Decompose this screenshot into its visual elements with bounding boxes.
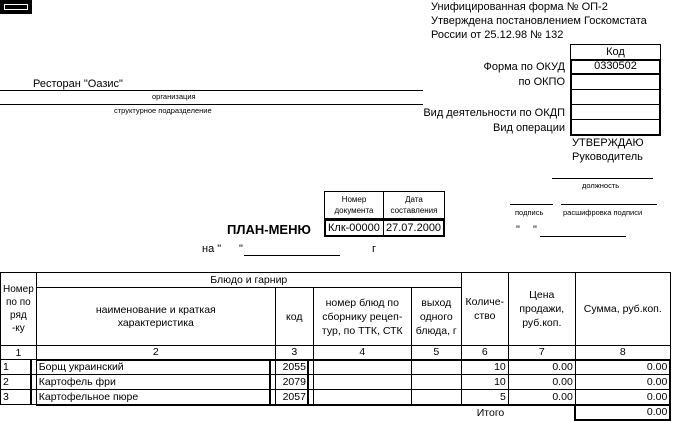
corner-marker-inner bbox=[4, 4, 28, 10]
col-index: 3 bbox=[275, 346, 313, 360]
row-sum: 0.00 bbox=[575, 360, 670, 375]
col-name-header: наименование и краткая характеристика bbox=[36, 288, 275, 346]
okdp-label: Вид деятельности по ОКДП bbox=[423, 107, 565, 119]
signature-line bbox=[510, 204, 553, 205]
doc-title: ПЛАН-МЕНЮ bbox=[227, 222, 311, 237]
col-index: 6 bbox=[461, 346, 508, 360]
table-row bbox=[1, 375, 671, 390]
total-sum: 0.00 bbox=[575, 405, 670, 420]
code-right-thick bbox=[307, 359, 309, 405]
doc-year-suffix: г bbox=[372, 243, 377, 255]
row-sum: 0.00 bbox=[575, 375, 670, 390]
col-index: 7 bbox=[508, 346, 575, 360]
col-index: 8 bbox=[575, 346, 670, 360]
row-code: 2055 bbox=[275, 360, 313, 375]
position-line bbox=[552, 178, 653, 179]
row-recipe bbox=[313, 375, 411, 390]
col-yield-header: выход одного блюда, г bbox=[411, 288, 461, 346]
approve-date-close: " bbox=[533, 224, 537, 236]
row-name: Борщ украинский bbox=[36, 360, 275, 375]
row-yield bbox=[411, 360, 461, 375]
col-num-header: Номер по по ряд -ку bbox=[1, 273, 37, 346]
row-num: 2 bbox=[1, 375, 37, 390]
rows-left-thick bbox=[30, 359, 32, 405]
row-num: 1 bbox=[1, 360, 37, 375]
row-yield bbox=[411, 390, 461, 405]
codes-title: Код bbox=[606, 46, 625, 58]
menu-table bbox=[0, 272, 671, 421]
approve-date-line bbox=[540, 236, 626, 237]
approve-title: УТВЕРЖДАЮ bbox=[572, 137, 644, 149]
col-sum-header: Сумма, руб.коп. bbox=[575, 273, 670, 346]
operation-label: Вид операции bbox=[493, 122, 565, 134]
row-code: 2079 bbox=[275, 375, 313, 390]
row-yield bbox=[411, 375, 461, 390]
approve-position: Руководитель bbox=[572, 151, 643, 163]
code-left-thick bbox=[269, 359, 271, 405]
col-index: 5 bbox=[411, 346, 461, 360]
doc-on-label: на " bbox=[202, 243, 222, 255]
row-recipe bbox=[313, 390, 411, 405]
doc-number: Клк-00000 bbox=[328, 222, 380, 234]
row-qty: 10 bbox=[461, 360, 508, 375]
codes-outer-thick bbox=[570, 59, 661, 136]
doc-value-divider bbox=[383, 219, 384, 237]
okud-label: Форма по ОКУД bbox=[483, 61, 565, 73]
doc-number-header: Номер документа bbox=[334, 195, 374, 215]
table-row bbox=[1, 390, 671, 405]
organization-line bbox=[0, 90, 423, 91]
row-price: 0.00 bbox=[508, 390, 575, 405]
col-code-header: код bbox=[275, 288, 313, 346]
form-line-1: Унифицированная форма № ОП-2 bbox=[431, 1, 608, 13]
decode-line bbox=[561, 204, 657, 205]
row-qty: 10 bbox=[461, 375, 508, 390]
doc-date: 27.07.2000 bbox=[386, 222, 442, 234]
group-header: Блюдо и гарнир bbox=[36, 273, 461, 288]
organization-name: Ресторан "Оазис" bbox=[33, 78, 123, 90]
okud-value: 0330502 bbox=[594, 60, 637, 72]
col-index: 4 bbox=[313, 346, 411, 360]
doc-date-header: Дата составления bbox=[390, 195, 438, 215]
decode-caption: расшифровка подписи bbox=[563, 208, 643, 217]
col-index: 1 bbox=[1, 346, 37, 360]
unit-line bbox=[0, 104, 423, 105]
row-name: Картофель фри bbox=[36, 375, 275, 390]
doc-on-quote-close: " bbox=[239, 243, 243, 255]
row-price: 0.00 bbox=[508, 375, 575, 390]
signature-caption: подпись bbox=[515, 208, 544, 217]
row-price: 0.00 bbox=[508, 360, 575, 375]
table-row bbox=[1, 360, 671, 375]
row-name: Картофельное пюре bbox=[36, 390, 275, 405]
form-line-2: Утверждена постановлением Госкомстата bbox=[431, 15, 647, 27]
row-code: 2057 bbox=[275, 390, 313, 405]
doc-divider bbox=[383, 191, 384, 219]
position-caption: должность bbox=[582, 181, 620, 190]
col-recipe-header: номер блюд по сборнику рецеп- тур, по ТТК, СТК bbox=[313, 288, 411, 346]
row-num: 3 bbox=[1, 390, 37, 405]
doc-on-line bbox=[244, 255, 340, 256]
okpo-label: по ОКПО bbox=[518, 76, 565, 88]
col-qty-header: Количе- ство bbox=[461, 273, 508, 346]
form-line-3: России от 25.12.98 № 132 bbox=[431, 29, 564, 41]
row-recipe bbox=[313, 360, 411, 375]
total-label: Итого bbox=[476, 406, 505, 419]
unit-caption: структурное подразделение bbox=[114, 106, 212, 115]
row-qty: 5 bbox=[461, 390, 508, 405]
row-sum: 0.00 bbox=[575, 390, 670, 405]
col-price-header: Цена продажи, руб.коп. bbox=[508, 273, 575, 346]
approve-date-open: " bbox=[516, 224, 520, 236]
organization-caption: организация bbox=[152, 92, 196, 101]
col-index: 2 bbox=[36, 346, 275, 360]
